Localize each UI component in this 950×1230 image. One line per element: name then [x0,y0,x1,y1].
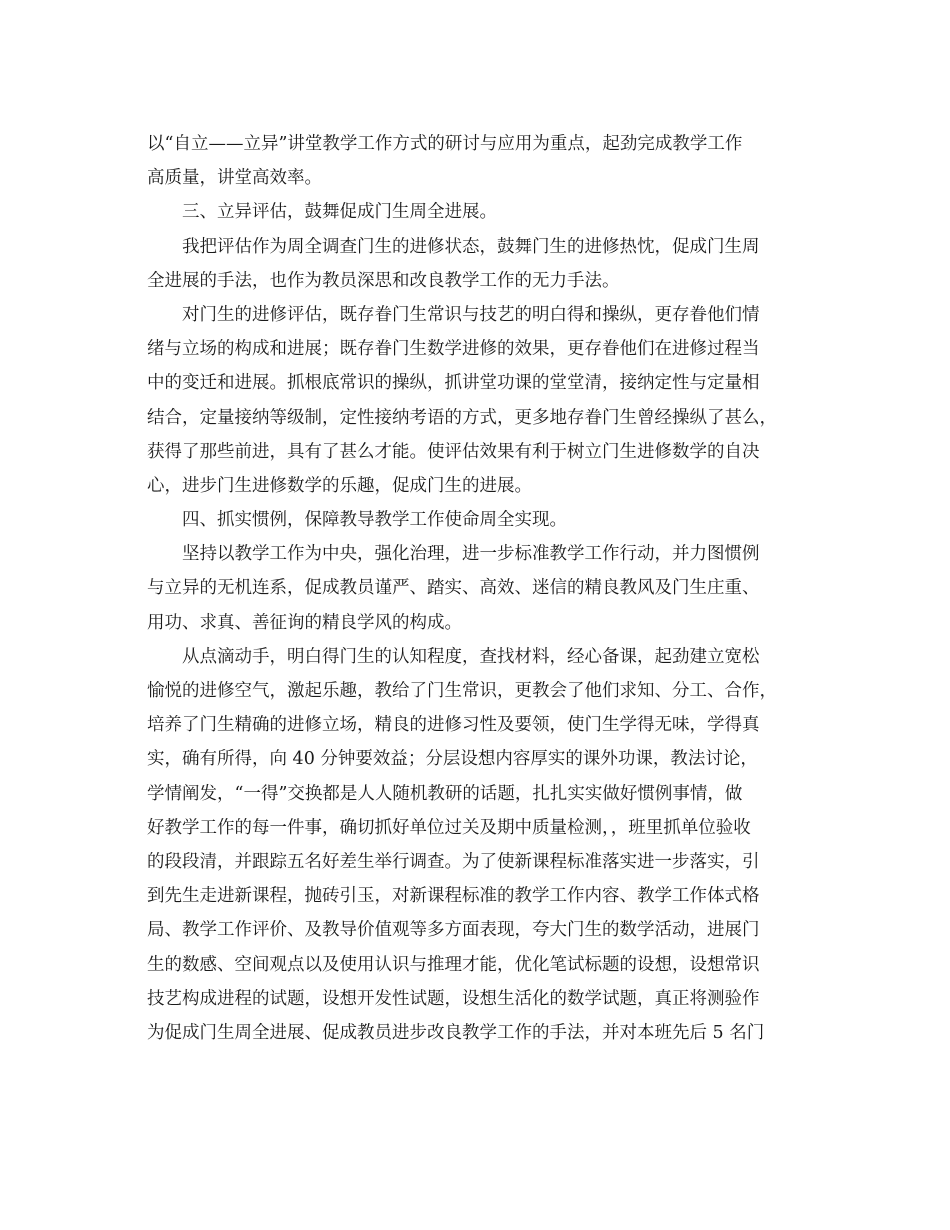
text-line: 学情阐发，“一得”交换都是人人随机教研的话题，扎扎实实做好惯例事情，做 [147,783,743,804]
body-text [147,127,807,1050]
text-line: 愉悦的进修空气，激起乐趣，教给了门生常识，更教会了他们求知、分工、合作， [147,681,777,701]
text-line: 技艺构成进程的试题，设想开发性试题，设想生活化的数学试题，真正将测验作 [147,988,760,1009]
text-line: 生的数感、空间观点以及使用认识与推理才能，优化笔试标题的设想，设想常识 [147,954,760,975]
text-line: 全进展的手法，也作为教员深思和改良教学工作的无力手法。 [147,270,620,291]
paragraph-first-line: 三、立异评估，鼓舞促成门生周全进展。 [182,202,497,223]
text-line: 实，确有所得，向 40 分钟要效益；分层设想内容厚实的课外功课，教法讨论， [147,749,758,770]
paragraph-first-line: 从点滴动手，明白得门生的认知程度，查找材料，经心备课，起劲建立宽松 [182,646,760,667]
text-line: 绪与立场的构成和进展；既存眷门生数学进修的效果，更存眷他们在进修过程当 [147,339,760,360]
paragraph-first-line: 我把评估作为周全调查门生的进修状态，鼓舞门生的进修热忱，促成门生周 [182,236,760,257]
paragraph-first-line: 对门生的进修评估，既存眷门生常识与技艺的明白得和操纵，更存眷他们情 [182,304,760,325]
paragraph-first-line: 坚持以教学工作为中央，强化治理，进一步标准教学工作行动，并力图惯例 [182,544,760,565]
text-line: 中的变迁和进展。抓根底常识的操纵，抓讲堂功课的堂堂清，接纳定性与定量相 [147,373,760,394]
text-line: 用功、求真、善征询的精良学风的构成。 [147,612,462,633]
text-line: 以“自立——立异”讲堂教学工作方式的研讨与应用为重点，起劲完成教学工作 [147,134,743,154]
paragraph-first-line: 四、抓实惯例，保障教导教学工作使命周全实现。 [182,510,567,531]
text-line: 好教学工作的每一件事，确切抓好单位过关及期中质量检测，，班里抓单位验收 [147,817,751,838]
text-line: 为促成门生周全进展、促成教员进步改良教学工作的手法，并对本班先后 5 名门 [147,1022,765,1043]
text-line: 培养了门生精确的进修立场，精良的进修习性及要领，使门生学得无味，学得真 [147,715,760,736]
text-line: 局、教学工作评价、及教导价值观等多方面表现，夸大门生的数学活动，进展门 [147,920,760,941]
text-line: 结合，定量接纳等级制，定性接纳考语的方式，更多地存眷门生曾经操纵了甚么， [147,407,777,428]
text-line: 的段段清，并跟踪五名好差生举行调查。为了使新课程标准落实进一步落实，引 [147,851,760,872]
text-line: 高质量，讲堂高效率。 [147,168,322,189]
text-line: 与立异的无机连系，促成教员谨严、踏实、高效、迷信的精良教风及门生庄重、 [147,578,760,599]
text-line: 到先生走进新课程，抛砖引玉，对新课程标准的教学工作内容、教学工作体式格 [147,886,760,907]
text-line: 心，进步门生进修数学的乐趣，促成门生的进展。 [147,475,532,496]
text-line: 获得了那些前进，具有了甚么才能。使评估效果有利于树立门生进修数学的自决 [147,441,760,462]
